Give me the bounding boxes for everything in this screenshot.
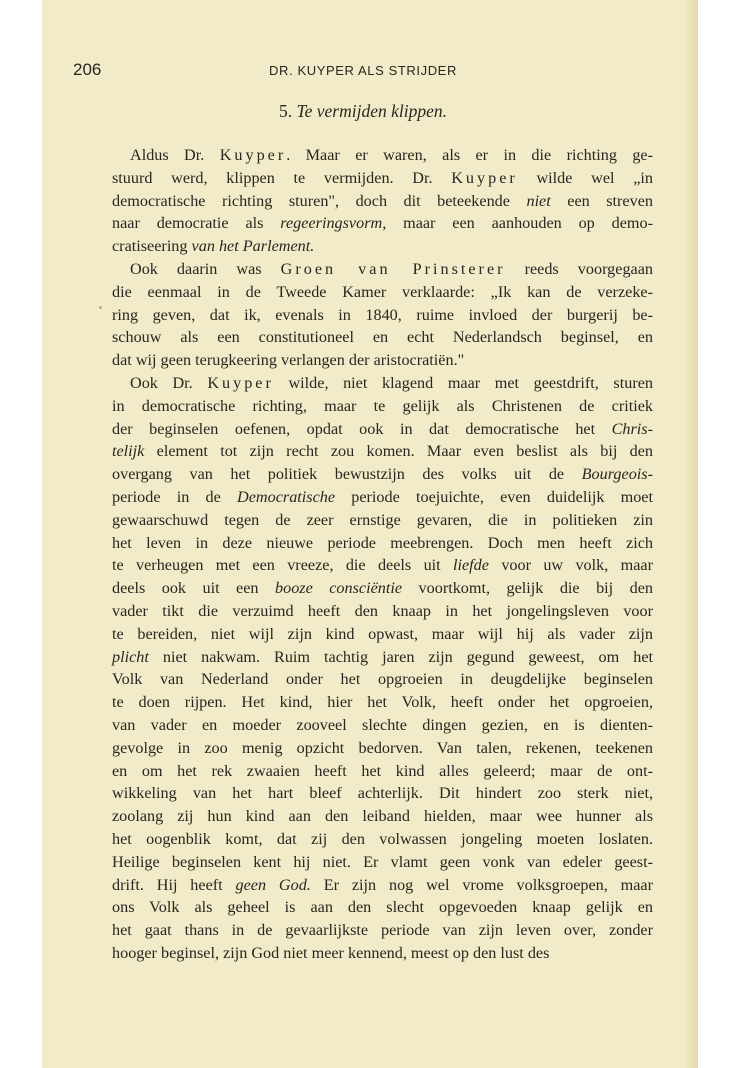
text-line bbox=[112, 372, 653, 395]
text-run: vader tikt die verzuimd heeft den knaap in het jongelingsleven voor bbox=[112, 601, 653, 620]
text-run: zoolang zij hun kind aan den leiband hielden, maar wee hunner als bbox=[112, 807, 653, 826]
italic-phrase: booze consciëntie bbox=[275, 579, 403, 598]
text-line bbox=[112, 668, 653, 691]
italic-phrase: liefde bbox=[453, 556, 489, 575]
text-run: voor uw volk, maar bbox=[488, 556, 653, 575]
text-run: overgang van het politiek bewustzijn des volks uit de bbox=[112, 465, 582, 484]
text-run: het gaat thans in de gevaarlijkste periode van zijn leven over, zonder bbox=[112, 921, 653, 940]
text-line bbox=[112, 326, 653, 349]
page-number: 206 bbox=[73, 60, 102, 79]
text-line bbox=[112, 167, 653, 190]
italic-phrase: plicht bbox=[112, 647, 149, 666]
text-run: wilde, niet klagend maar met geestdrift, sturen bbox=[273, 373, 653, 392]
text-run: Heilige beginselen kent hij niet. Er vlamt geen vonk van edeler geest- bbox=[112, 852, 653, 871]
text-line bbox=[112, 760, 653, 783]
text-line bbox=[112, 418, 653, 441]
text-run: reeds voorgegaan bbox=[505, 259, 654, 278]
text-run: Aldus Dr. bbox=[130, 146, 220, 164]
text-line bbox=[112, 919, 653, 942]
page-edge-shadow bbox=[684, 0, 698, 1068]
text-run: ring geven, dat ik, evenals in 1840, ruime invloed der burgerij be- bbox=[112, 305, 653, 324]
italic-phrase: telijk bbox=[112, 442, 145, 461]
text-line bbox=[112, 395, 653, 418]
text-run: schouw als een constitutioneel en echt Nederlandsch beginsel, en bbox=[112, 328, 653, 347]
text-line bbox=[112, 190, 653, 213]
section-number: 5. bbox=[278, 101, 293, 121]
text-run: Volk van Nederland onder het opgroeien in deugdelijke beginselen bbox=[112, 670, 653, 689]
text-line bbox=[112, 805, 653, 828]
text-run: dat wij geen terugkeering verlangen der aristocratiën." bbox=[112, 351, 465, 370]
text-run: te bereiden, niet wijl zijn kind opwast, maar wijl hij als vader zijn bbox=[112, 624, 653, 643]
text-run: drift. Hij heeft bbox=[112, 875, 236, 894]
italic-phrase: regeeringsvorm, bbox=[280, 214, 387, 233]
text-run: voortkomt, gelijk die bij den bbox=[402, 579, 654, 598]
text-line bbox=[112, 532, 653, 555]
text-run: te verheugen met een vreeze, die deels uit bbox=[112, 556, 453, 575]
text-run: die eenmaal in de Tweede Kamer verklaarde: „Ik kan de verzeke- bbox=[112, 282, 653, 301]
text-line bbox=[112, 144, 653, 167]
text-line bbox=[112, 896, 653, 919]
text-run: een streven bbox=[550, 191, 653, 210]
text-run: maar een aanhouden op demo- bbox=[386, 214, 653, 233]
text-line bbox=[112, 554, 653, 577]
italic-phrase: Chris- bbox=[611, 419, 653, 438]
text-run: . Maar er waren, als er in die richting ge- bbox=[286, 146, 653, 164]
text-run: van vader en moeder zooveel slechte dingen gezien, en is dienten- bbox=[112, 715, 653, 734]
text-line bbox=[112, 440, 653, 463]
section-title bbox=[73, 101, 653, 122]
text-line bbox=[112, 691, 653, 714]
text-run: Ook Dr. bbox=[130, 373, 208, 392]
text-run: - bbox=[647, 465, 653, 484]
text-line bbox=[112, 600, 653, 623]
text-line bbox=[112, 623, 653, 646]
text-run: Ook daarin was bbox=[130, 259, 281, 278]
text-line bbox=[112, 304, 653, 327]
italic-phrase: van het Parlement. bbox=[191, 237, 315, 256]
text-line bbox=[112, 212, 653, 235]
text-line bbox=[112, 258, 653, 281]
text-line bbox=[112, 349, 653, 372]
text-run: niet nakwam. Ruim tachtig jaren zijn gegund geweest, om het bbox=[148, 647, 653, 666]
text-run: gevolge in zoo menig opzicht bedorven. Van talen, rekenen, teekenen bbox=[112, 738, 653, 757]
text-run: het oogenblik komt, dat zij den volwassen jongeling moeten loslaten. bbox=[112, 829, 653, 848]
text-line bbox=[112, 509, 653, 532]
spaced-name: Groen van Prinsterer bbox=[280, 259, 506, 278]
running-head: DR. KUYPER ALS STRIJDER bbox=[269, 63, 457, 78]
text-run: wilde wel „in bbox=[517, 168, 653, 187]
text-line bbox=[112, 577, 653, 600]
body-text bbox=[112, 144, 653, 965]
text-run: periode in de bbox=[112, 487, 238, 506]
text-run: en om het rek zwaaien heeft het kind alles geleerd; maar de ont- bbox=[112, 761, 653, 780]
spaced-name: Kuyper bbox=[451, 168, 518, 187]
text-line bbox=[112, 828, 653, 851]
text-line bbox=[112, 714, 653, 737]
text-line bbox=[112, 281, 653, 304]
text-line bbox=[112, 646, 653, 669]
text-run: het leven in deze nieuwe periode meebrengen. Doch men heeft zich bbox=[112, 533, 653, 552]
text-run: element tot zijn recht zou komen. Maar even beslist als bij den bbox=[144, 442, 653, 461]
spaced-name: Kuyper bbox=[219, 146, 287, 164]
text-run: democratische richting sturen", doch dit beteekende bbox=[112, 191, 527, 210]
text-run: te doen rijpen. Het kind, hier het Volk, heeft onder het opgroeien, bbox=[112, 693, 653, 712]
text-run: cratiseering bbox=[112, 237, 192, 256]
text-line bbox=[112, 851, 653, 874]
text-line bbox=[112, 782, 653, 805]
text-run: hooger beginsel, zijn God niet meer kennend, meest op den lust des bbox=[112, 943, 550, 962]
text-line bbox=[112, 463, 653, 486]
text-run: naar democratie als bbox=[112, 214, 281, 233]
spaced-name: Kuyper bbox=[207, 373, 274, 392]
text-run: stuurd werd, klippen te vermijden. Dr. bbox=[112, 168, 452, 187]
text-line bbox=[112, 874, 653, 897]
text-line bbox=[112, 737, 653, 760]
text-run: in democratische richting, maar te gelijk als Christenen de critiek bbox=[112, 396, 653, 415]
text-run: periode toejuichte, even duidelijk moet bbox=[335, 487, 653, 506]
text-run: der beginselen oefenen, opdat ook in dat democratische het bbox=[112, 419, 612, 438]
italic-phrase: Bourgeois bbox=[581, 465, 648, 484]
text-line bbox=[112, 942, 653, 965]
text-line bbox=[112, 235, 653, 258]
section-title-text: Te vermijden klippen. bbox=[296, 101, 447, 121]
italic-phrase: geen God. bbox=[235, 875, 311, 894]
italic-phrase: niet bbox=[526, 191, 551, 210]
page-header bbox=[73, 60, 653, 84]
margin-mark bbox=[99, 306, 102, 309]
text-run: wikkeling van het hart bleef achterlijk. Dit hindert zoo sterk niet, bbox=[112, 784, 653, 803]
text-line bbox=[112, 486, 653, 509]
text-run: ons Volk als geheel is aan den slecht opgevoeden knaap gelijk en bbox=[112, 898, 653, 917]
text-run: Er zijn nog wel vrome volksgroepen, maar bbox=[310, 875, 654, 894]
italic-phrase: Democratische bbox=[237, 487, 336, 506]
text-run: gewaarschuwd tegen de zeer ernstige gevaren, die in politieken zin bbox=[112, 510, 653, 529]
text-run: deels ook uit een bbox=[112, 579, 275, 598]
